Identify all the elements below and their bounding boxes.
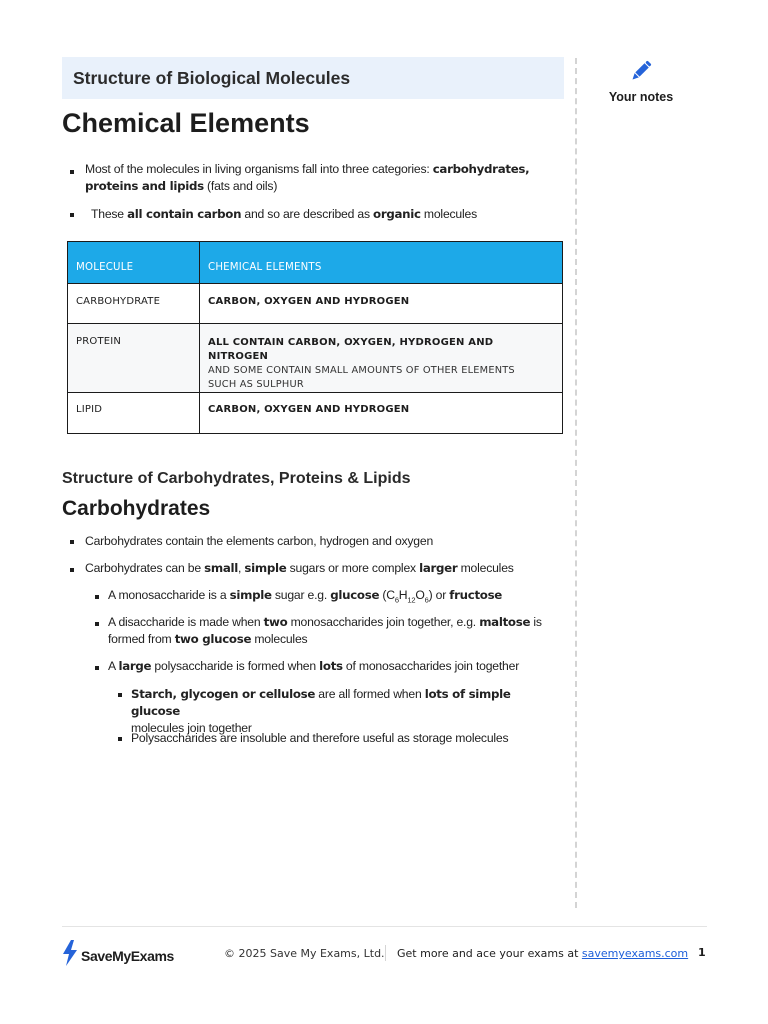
section-banner [62, 57, 564, 99]
bullet-marker [70, 540, 74, 544]
bullet-marker [118, 693, 122, 697]
footer-cta: Get more and ace your exams at savemyexams.com [397, 947, 689, 960]
list-item: These all contain carbon and so are described as organic molecules [91, 207, 477, 221]
your-notes-label: Your notes [608, 90, 674, 104]
bullet-marker [95, 622, 99, 626]
list-item: A monosaccharide is a simple sugar e.g. glucose $(C_6H_{12}O_6)$ or fructose [108, 588, 503, 605]
table-cell-elements: CARBON, OXYGEN AND HYDROGEN [208, 404, 410, 415]
lightning-icon [62, 940, 78, 971]
table-cell-molecule: CARBOHYDRATE [76, 296, 161, 307]
list-item: Most of the molecules in living organisms fall into three categories: carbohydrates, proteins and lipids (fats and oils) [85, 162, 530, 193]
list-item: Carbohydrates contain the elements carbon, hydrogen and oxygen [85, 534, 434, 548]
table-cell-elements: CARBON, OXYGEN AND HYDROGEN [208, 296, 410, 307]
table-header-elements: CHEMICAL ELEMENTS [200, 242, 563, 284]
notes-panel[interactable] [600, 58, 682, 104]
table-cell-elements: ALL CONTAIN CARBON, OXYGEN, HYDROGEN AND NITROGEN [208, 337, 494, 362]
table-row [68, 324, 563, 393]
table-row [68, 284, 563, 324]
bullet-marker [70, 568, 74, 572]
table-cell-elements-note: SUCH AS SULPHUR [208, 379, 304, 390]
notes-divider [575, 58, 577, 908]
list-item: Carbohydrates can be small, simple sugars or more complex larger molecules [85, 561, 514, 575]
list-item: A large polysaccharide is formed when lots of monosaccharides join together [108, 659, 520, 673]
footer-separator [385, 945, 386, 961]
table-header-molecule: MOLECULE [68, 242, 200, 284]
carbohydrates-heading: Carbohydrates [62, 497, 211, 520]
section-title: Structure of Biological Molecules [73, 67, 351, 88]
table-cell-molecule: PROTEIN [76, 336, 122, 347]
list-item: Starch, glycogen or cellulose are all formed when lots of simple glucose molecules join together [131, 687, 511, 735]
table-cell-molecule: LIPID [76, 404, 103, 415]
copyright-text: © 2025 Save My Exams, Ltd. [224, 947, 385, 960]
table-row [68, 393, 563, 434]
chemical-elements-heading: Chemical Elements [62, 108, 310, 138]
footer-logo[interactable] [62, 940, 174, 971]
bullet-marker [70, 213, 74, 217]
savemyexams-link[interactable]: savemyexams.com [581, 947, 689, 960]
table-cell-elements-note: AND SOME CONTAIN SMALL AMOUNTS OF OTHER ELEMENTS [208, 365, 515, 376]
pencil-icon [600, 58, 682, 84]
brand-name: SaveMyExams [81, 947, 174, 964]
bullet-marker [118, 737, 122, 741]
page-number: 1 [698, 946, 706, 959]
bullet-marker [95, 595, 99, 599]
list-item: Polysaccharides are insoluble and therefore useful as storage molecules [131, 731, 509, 745]
footer-divider [62, 926, 707, 927]
chemical-elements-table [67, 241, 563, 434]
structure-subheading: Structure of Carbohydrates, Proteins & Lipids [62, 470, 411, 487]
bullet-marker [70, 170, 74, 174]
list-item: A disaccharide is made when two monosaccharides join together, e.g. maltose is formed from two glucose molecules [108, 615, 542, 646]
bullet-marker [95, 666, 99, 670]
